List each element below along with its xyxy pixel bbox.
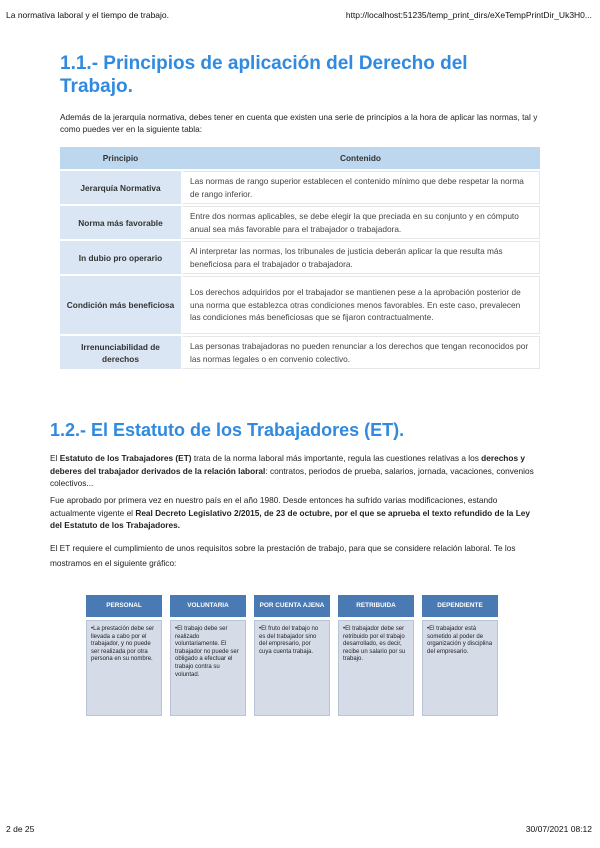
requirement-text: •El fruto del trabajo no es del trabajador sino del empresario, por cuya cuenta trabaja. (254, 620, 330, 716)
requirement-title: VOLUNTARIA (170, 595, 246, 617)
requirement-por-cuenta-ajena (254, 595, 330, 716)
table-row (60, 206, 540, 239)
requirements-diagram (86, 595, 498, 719)
requirement-text: •El trabajador está sometido al poder de organización y disciplina del empresario. (422, 620, 498, 716)
requirement-title: PERSONAL (86, 595, 162, 617)
section-1-intro: Además de la jerarquía normativa, debes tener en cuenta que existen una serie de principios a la hora de aplicar las normas, tal y como puedes ver en la siguiente tabla: (60, 112, 538, 134)
principle-content: Las normas de rango superior establecen el contenido mínimo que debe respetar la norma de rango inferior. (181, 171, 540, 204)
table-row (60, 171, 540, 204)
section-1-title: 1.1.- Principios de aplicación del Derecho del Trabajo. (60, 53, 468, 97)
requirement-text: •La prestación debe ser llevada a cabo por el trabajador, y no puede ser realizada por otra persona en su nombre. (86, 620, 162, 716)
table-header-principio: Principio (60, 147, 181, 169)
requirement-text: •El trabajo debe ser realizado voluntariamente. El trabajador no puede ser obligado a efectuar el trabajo contra su voluntad. (170, 620, 246, 716)
principle-content: Entre dos normas aplicables, se debe elegir la que preciada en su conjunto y en cómputo anual sea más favorable para el trabajador o trabajadora. (181, 206, 540, 239)
requirement-text: •El trabajador debe ser retribuido por el trabajo desarrollado, es decir, recibe un salario por su trabajo. (338, 620, 414, 716)
principle-content: Al interpretar las normas, los tribunales de justicia deberán aplicar la que resulta más beneficiosa para el trabajador o trabajadora. (181, 241, 540, 274)
table-row (60, 241, 540, 274)
principle-name: In dubio pro operario (60, 241, 181, 274)
requirement-title: RETRIBUIDA (338, 595, 414, 617)
print-footer (6, 824, 592, 838)
requirement-personal (86, 595, 162, 716)
principle-name: Condición más beneficiosa (60, 276, 181, 334)
principles-table (60, 145, 540, 371)
principle-name: Norma más favorable (60, 206, 181, 239)
table-row (60, 276, 540, 334)
table-header-contenido: Contenido (181, 147, 540, 169)
table-row (60, 336, 540, 369)
table-header-row (60, 147, 540, 169)
requirement-retribuida (338, 595, 414, 716)
principle-content: Las personas trabajadoras no pueden renunciar a los derechos que tengan reconocidos por las normas legales o en convenio colectivo. (181, 336, 540, 369)
page-number: 2 de 25 (6, 824, 35, 834)
requirement-title: DEPENDIENTE (422, 595, 498, 617)
requirement-voluntaria (170, 595, 246, 716)
principle-name: Jerarquía Normativa (60, 171, 181, 204)
print-date: 30/07/2021 08:12 (525, 824, 592, 834)
requirement-dependiente (422, 595, 498, 716)
requirement-title: POR CUENTA AJENA (254, 595, 330, 617)
print-header-title: La normativa laboral y el tiempo de trabajo. (6, 10, 170, 20)
print-header (6, 10, 592, 24)
et-paragraph-3: El ET requiere el cumplimiento de unos requisitos sobre la prestación de trabajo, para que se considere relación laboral. Te los mostramos en el siguiente gráfico: (50, 543, 516, 568)
print-header-url: http://localhost:51235/temp_print_dirs/eXeTempPrintDir_Uk3H0... (345, 10, 592, 20)
et-paragraph-1: El Estatuto de los Trabajadores (ET) trata de la norma laboral más importante, regula las cuestiones relativas a los derechos y deberes del trabajador derivados de la relación laboral: contratos, periodos de prueba, salarios, jornada, vacaciones, convenios colectivos... (50, 453, 534, 488)
principle-content: Los derechos adquiridos por el trabajador se mantienen pese a la aprobación posterior de una norma que establezca otras condiciones menos favorables. En este caso, prevalecen las condiciones más beneficiosas que se fijaron contractualmente. (181, 276, 540, 334)
principle-name: Irrenunciabilidad de derechos (60, 336, 181, 369)
et-paragraph-2: Fue aprobado por primera vez en nuestro país en el año 1980. Desde entonces ha sufrido varias modificaciones, estando actualmente vigente el Real Decreto Legislativo 2/2015, de 23 de octubre, por el que se aprueba el texto refundido de la Ley del Estatuto de los Trabajadores. (50, 495, 531, 530)
section-2-title: 1.2.- El Estatuto de los Trabajadores (ET). (50, 420, 405, 440)
